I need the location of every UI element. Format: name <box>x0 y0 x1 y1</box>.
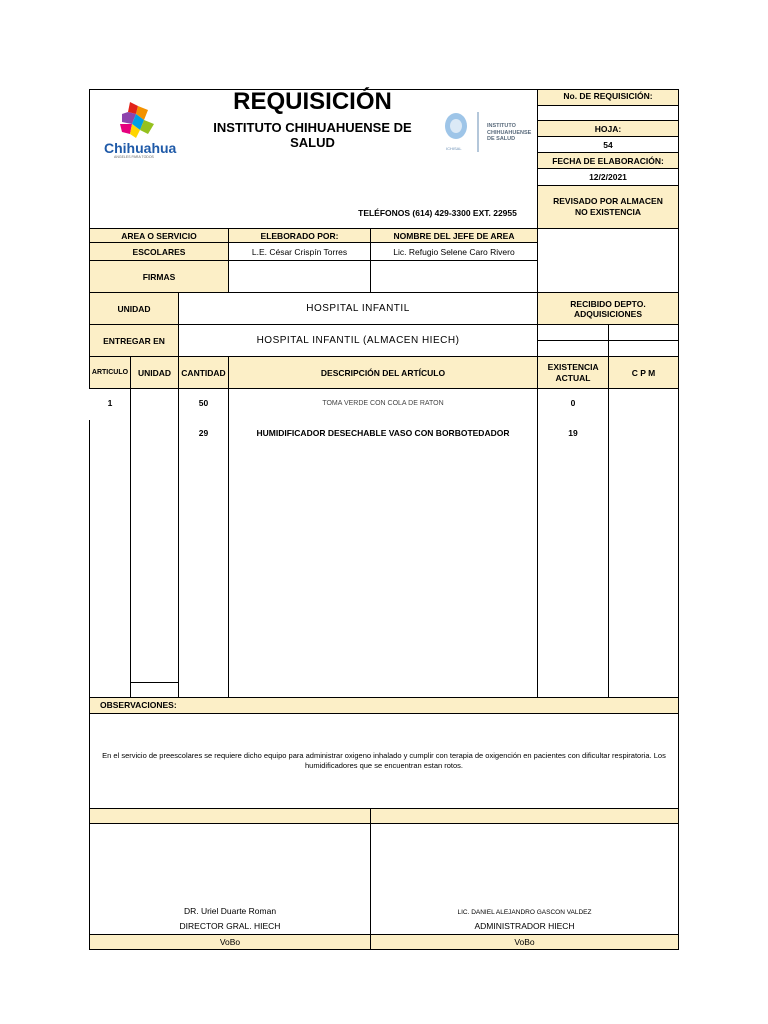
req-no-value <box>537 105 679 121</box>
area-value: ESCOLARES <box>89 242 229 261</box>
entregar-value[interactable]: HOSPITAL INFANTIL (ALMACEN HIECH) <box>178 324 538 357</box>
fecha-label: FECHA DE ELABORACIÓN: <box>537 152 679 169</box>
grid-line <box>130 682 178 683</box>
table-row-1-cpm <box>608 396 679 410</box>
chihuahua-logo-subtext: ANGELES PARA TODOS <box>114 155 154 159</box>
signature-header-left <box>89 808 371 824</box>
signature-left-name: DR. Uriel Duarte Roman <box>183 906 277 916</box>
req-no-label: No. DE REQUISICIÓN: <box>537 89 679 106</box>
grid-line <box>89 420 90 698</box>
col-header-unidad: UNIDAD <box>130 356 179 389</box>
jefe-value[interactable]: Lic. Refugio Selene Caro Rivero <box>370 242 538 261</box>
signature-right-name: LIC. DANIEL ALEJANDRO GASCON VALDEZ <box>457 908 592 916</box>
signature-right-title: ADMINISTRADOR HIECH <box>474 921 575 931</box>
recibido-cell-c <box>537 340 609 357</box>
recibido-cell-a <box>537 324 609 341</box>
right-blank-cell <box>537 228 679 293</box>
recibido-label: RECIBIDO DEPTO. ADQUISICIONES <box>537 292 679 325</box>
recibido-cell-b <box>608 324 679 341</box>
signature-header-right <box>370 808 679 824</box>
observaciones-text[interactable]: En el servicio de preescolares se requiere dicho equipo para administrar oxigeno inhalado y cumplir con terapia de oxigención en pacientes con dificultar respiratoria. Los humidificadores que se encuentran estan rotos. <box>89 713 679 809</box>
jefe-label: NOMBRE DEL JEFE DE AREA <box>370 228 538 243</box>
signature-left-title: DIRECTOR GRAL. HIECH <box>179 921 281 931</box>
firmas-label: FIRMAS <box>89 260 229 293</box>
unidad-value[interactable]: HOSPITAL INFANTIL <box>178 292 538 325</box>
table-row-1-articulo: 1 <box>107 398 113 408</box>
table-row-2-existencia: 19 <box>568 428 578 438</box>
col-header-cantidad: CANTIDAD <box>178 356 229 389</box>
table-row-1-cantidad: 50 <box>198 398 209 408</box>
hoja-value: 54 <box>537 136 679 153</box>
ichisal-logo-text: INSTITUTO CHIHUAHUENSE DE SALUD <box>487 123 532 142</box>
page-title: REQUISICIÓN <box>233 88 392 115</box>
elaborado-value[interactable]: L.E. César Crispín Torres <box>228 242 371 261</box>
table-row-1-unidad <box>130 396 179 410</box>
area-label: AREA O SERVICIO <box>89 228 229 243</box>
observaciones-label: OBSERVACIONES: <box>89 697 679 714</box>
chihuahua-logo <box>100 100 175 160</box>
col-header-articulo: ARTICULO <box>89 356 131 389</box>
vobo-right: VoBo <box>370 934 679 950</box>
entregar-label: ENTREGAR EN <box>89 324 179 357</box>
col-header-descripcion: DESCRIPCIÓN DEL ARTÍCULO <box>228 356 538 389</box>
col-header-existencia: EXISTENCIA ACTUAL <box>537 356 609 389</box>
firma-elaborado[interactable] <box>228 260 371 293</box>
table-row-2-cpm <box>608 426 679 440</box>
firma-jefe[interactable] <box>370 260 538 293</box>
table-row-2-descripcion: HUMIDIFICADOR DESECHABLE VASO CON BORBOTEDADOR <box>256 428 510 438</box>
vobo-left: VoBo <box>89 934 371 950</box>
recibido-cell-d <box>608 340 679 357</box>
elaborado-label: ELEBORADO POR: <box>228 228 371 243</box>
ichisal-logo <box>440 110 538 156</box>
phones: TELÉFONOS (614) 429-3300 EXT. 22955 <box>358 208 517 218</box>
table-row-2-articulo <box>89 426 131 440</box>
table-row-2-unidad <box>130 426 179 440</box>
hoja-label: HOJA: <box>537 120 679 137</box>
table-row-2-cantidad: 29 <box>198 428 209 438</box>
chihuahua-logo-text: Chihuahua <box>104 140 177 156</box>
table-row-1-existencia: 0 <box>570 398 576 408</box>
ichisal-logo-sub: ICHISAL <box>446 146 462 151</box>
unidad-label: UNIDAD <box>89 292 179 325</box>
institution-name: INSTITUTO CHIHUAHUENSE DE SALUD <box>213 120 412 150</box>
revisado-label: REVISADO POR ALMACEN NO EXISTENCIA <box>537 185 679 229</box>
table-row-1-descripcion: TOMA VERDE CON COLA DE RATON <box>322 399 444 407</box>
col-header-cpm: C P M <box>608 356 679 389</box>
fecha-value: 12/2/2021 <box>537 168 679 186</box>
